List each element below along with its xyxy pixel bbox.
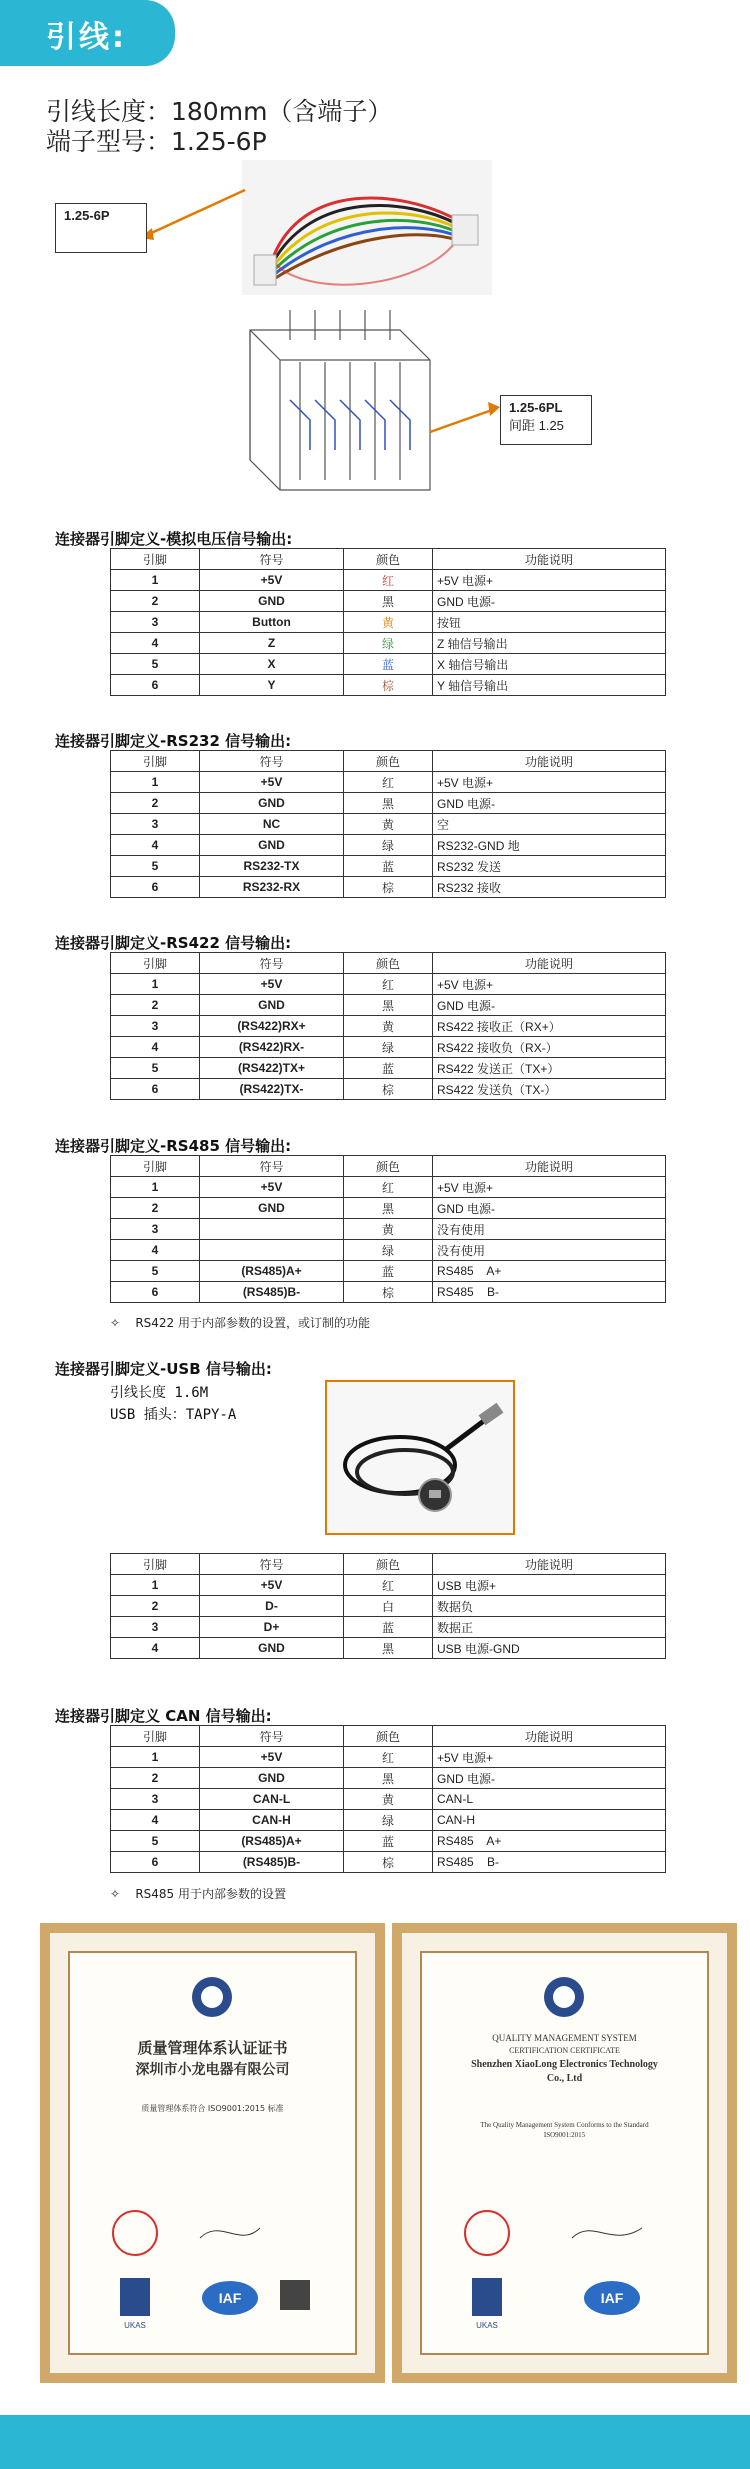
svg-text:IAF: IAF [218, 2290, 242, 2306]
table-row: 5 (RS485)A+ 蓝 RS485 A+ [111, 1831, 666, 1852]
table-row: 3 黄 没有使用 [111, 1219, 666, 1240]
table-row: 6 (RS422)TX- 棕 RS422 发送负（TX-） [111, 1079, 666, 1100]
table-row: 1 +5V 红 +5V 电源+ [111, 772, 666, 793]
table-row: 6 (RS485)B- 棕 RS485 B- [111, 1852, 666, 1873]
section-title-rs422: 连接器引脚定义-RS422 信号输出: [55, 934, 292, 952]
pin-table-usb: 引脚 符号 颜色 功能说明 1 +5V 红 USB 电源+ 2 D- 白 数据负 3 D+ 蓝 数据正 4 GND 黑 USB 电源-GND [110, 1553, 666, 1659]
table-row: 4 GND 绿 RS232-GND 地 [111, 835, 666, 856]
table-row: 4 Z 绿 Z 轴信号输出 [111, 633, 666, 654]
table-row: 2 GND 黑 GND 电源- [111, 1198, 666, 1219]
table-row: 2 GND 黑 GND 电源- [111, 995, 666, 1016]
table-row: 5 (RS485)A+ 蓝 RS485 A+ [111, 1261, 666, 1282]
cert-cn-title: 质量管理体系认证证书 [137, 2039, 288, 2057]
section-title-rs485: 连接器引脚定义-RS485 信号输出: [55, 1137, 292, 1155]
section-title-analog: 连接器引脚定义-模拟电压信号输出: [55, 530, 293, 548]
table-row: 3 Button 黄 按钮 [111, 612, 666, 633]
table-row: 4 CAN-H 绿 CAN-H [111, 1810, 666, 1831]
pin-table-analog [110, 548, 666, 696]
cert-emblem-icon [542, 1975, 586, 2019]
certificate-cn [40, 1923, 385, 2383]
table-row: 1 +5V 红 +5V 电源+ [111, 1747, 666, 1768]
cert-en-subtitle: CERTIFICATION CERTIFICATE [509, 2046, 620, 2055]
svg-text:IAF: IAF [600, 2290, 624, 2306]
table-row: 1 +5V 红 +5V 电源+ [111, 974, 666, 995]
section-title-rs232: 连接器引脚定义-RS232 信号输出: [55, 732, 292, 750]
pin-table-rs232: 引脚 符号 颜色 功能说明 1 +5V 红 +5V 电源+ 2 GND 黑 GND 电源- 3 NC 黄 空 4 GND 绿 RS232-GND 地 5 RS232-TX 蓝 RS232 发送 6 RS232-RX 棕 RS232 接收 [110, 750, 666, 898]
table-row: 4 绿 没有使用 [111, 1240, 666, 1261]
table-row: 5 (RS422)TX+ 蓝 RS422 发送正（TX+） [111, 1058, 666, 1079]
lead-length-text: 引线长度：180mm（含端子） [46, 97, 393, 126]
rs485-note: ✧ RS485 用于内部参数的设置 [110, 1887, 286, 1901]
col-function: 功能说明 [433, 549, 666, 570]
table-row: 1 +5V 红 +5V 电源+ [111, 570, 666, 591]
cert-cn-logos [90, 2208, 335, 2338]
col-color: 颜色 [344, 549, 433, 570]
usb-lead-length: 引线长度 1.6M [110, 1385, 209, 1401]
cert-en-company2: Co., Ltd [546, 2073, 583, 2084]
header-title: 引线: [46, 20, 127, 55]
table-row: 2 GND 黑 GND 电源- [111, 793, 666, 814]
cert-en-title: QUALITY MANAGEMENT SYSTEM [492, 2033, 637, 2043]
table-row: 4 (RS422)RX- 绿 RS422 接收负（RX-） [111, 1037, 666, 1058]
table-row: 4 GND 黑 USB 电源-GND [111, 1638, 666, 1659]
cert-en-standard: The Quality Management System Conforms to the Standard [480, 2121, 649, 2129]
callout-arrows [0, 0, 750, 520]
cert-cn-company: 深圳市小龙电器有限公司 [135, 2062, 290, 2078]
cert-cn-standard: 质量管理体系符合 ISO9001:2015 标准 [141, 2104, 284, 2113]
svg-text:UKAS: UKAS [124, 2321, 146, 2330]
table-row: 3 CAN-L 黄 CAN-L [111, 1789, 666, 1810]
table-row: 1 +5V 红 +5V 电源+ [111, 1177, 666, 1198]
table-row: 6 RS232-RX 棕 RS232 接收 [111, 877, 666, 898]
table-row: 2 GND 黑 GND 电源- [111, 591, 666, 612]
terminal-model-text: 端子型号：1.25-6P [46, 127, 267, 156]
table-row: 6 Y 棕 Y 轴信号输出 [111, 675, 666, 696]
cert-emblem-icon [190, 1975, 234, 2019]
col-symbol: 符号 [200, 549, 344, 570]
footer-bar [0, 2415, 750, 2469]
table-row: 5 RS232-TX 蓝 RS232 发送 [111, 856, 666, 877]
table-row: 3 (RS422)RX+ 黄 RS422 接收正（RX+） [111, 1016, 666, 1037]
table-row: 5 X 蓝 X 轴信号输出 [111, 654, 666, 675]
pin-table-can: 引脚 符号 颜色 功能说明 1 +5V 红 +5V 电源+ 2 GND 黑 GND 电源- 3 CAN-L 黄 CAN-L 4 CAN-H 绿 CAN-H 5 (RS485)A+ 蓝 RS485 A+ 6 (RS485)B- 棕 RS485 B- [110, 1725, 666, 1873]
table-row: 3 D+ 蓝 数据正 [111, 1617, 666, 1638]
certificate-en [392, 1923, 737, 2383]
pin-table-rs422: 引脚 符号 颜色 功能说明 1 +5V 红 +5V 电源+ 2 GND 黑 GND 电源- 3 (RS422)RX+ 黄 RS422 接收正（RX+） 4 (RS422)RX- 绿 RS422 接收负（RX-） 5 (RS422)TX+ 蓝 RS422 发送正（TX+） 6 (RS422)TX- 棕 RS422 发送负（TX-） [110, 952, 666, 1100]
cert-en-company: Shenzhen XiaoLong Electronics Technology [471, 2059, 658, 2070]
section-title-usb: 连接器引脚定义-USB 信号输出: [55, 1360, 272, 1378]
plug-label: 1.25-6P [55, 203, 147, 253]
table-row: 3 NC 黄 空 [111, 814, 666, 835]
rs422-note: ✧ RS422 用于内部参数的设置，或订制的功能 [110, 1316, 370, 1330]
socket-label: 1.25-6PL 间距 1.25 [500, 395, 592, 445]
pin-table-rs485: 引脚 符号 颜色 功能说明 1 +5V 红 +5V 电源+ 2 GND 黑 GND 电源- 3 黄 没有使用 4 绿 没有使用 5 (RS485)A+ 蓝 RS485 A+ 6 (RS485)B- 棕 RS485 B- [110, 1155, 666, 1303]
usb-cable-photo [325, 1380, 515, 1535]
table-row: 6 (RS485)B- 棕 RS485 B- [111, 1282, 666, 1303]
table-row: 2 D- 白 数据负 [111, 1596, 666, 1617]
table-row: 1 +5V 红 USB 电源+ [111, 1575, 666, 1596]
cert-en-logos [442, 2208, 687, 2338]
section-title-can: 连接器引脚定义 CAN 信号输出: [55, 1707, 272, 1725]
svg-text:UKAS: UKAS [476, 2321, 498, 2330]
usb-plug-type: USB 插头：TAPY-A [110, 1407, 237, 1423]
cert-en-standard2: ISO9001:2015 [543, 2131, 586, 2139]
table-row: 2 GND 黑 GND 电源- [111, 1768, 666, 1789]
col-pin: 引脚 [111, 549, 200, 570]
